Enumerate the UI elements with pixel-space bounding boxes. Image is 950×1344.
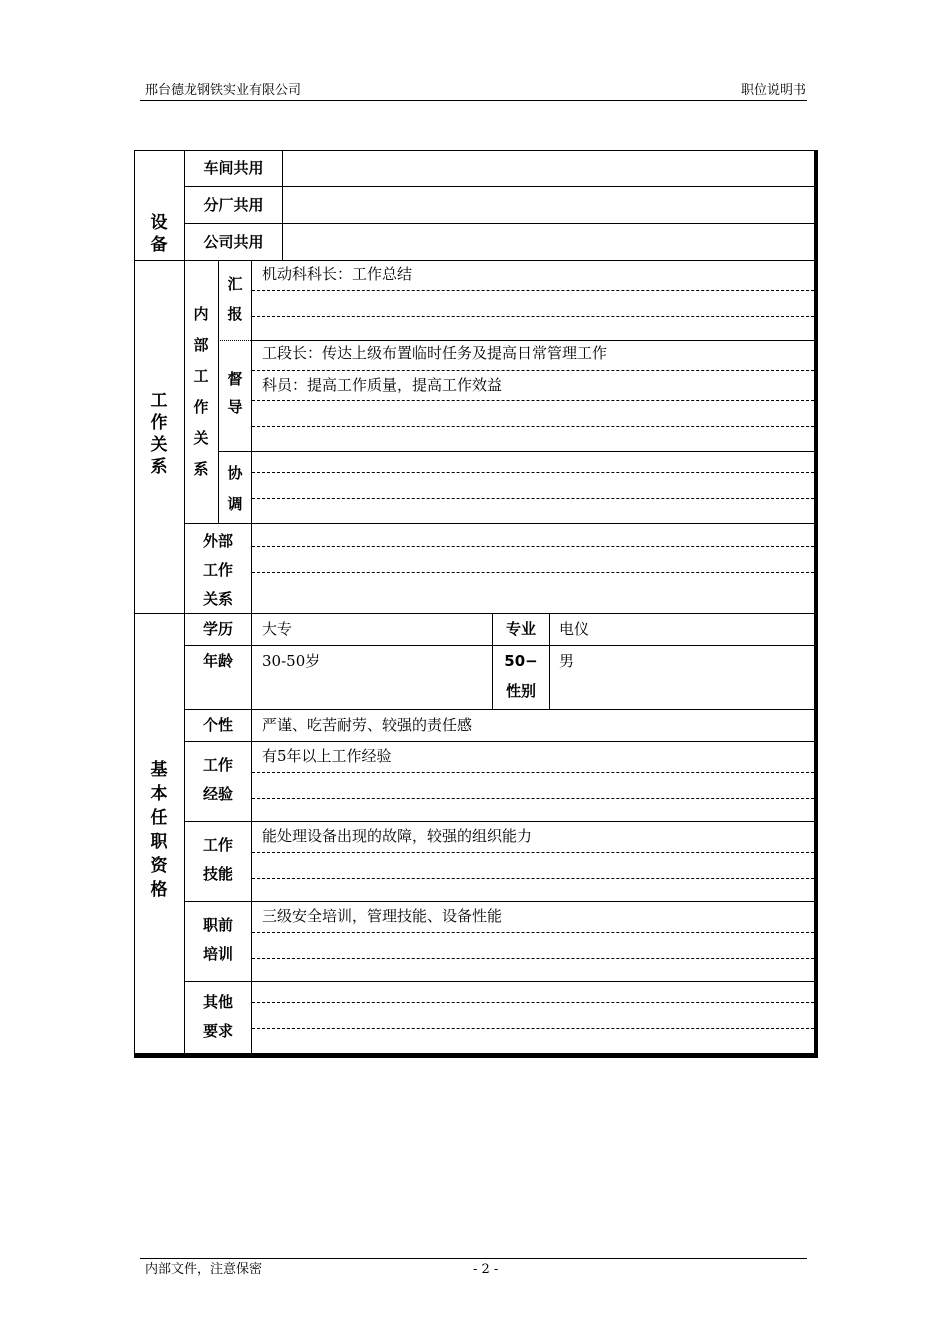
writing-line: [252, 370, 814, 371]
grid-line: [251, 763, 252, 1053]
grid-line: [218, 261, 219, 523]
writing-line: [252, 400, 814, 401]
writing-line: [252, 316, 814, 317]
education-value: 大专: [262, 620, 293, 638]
grid-line: [184, 821, 814, 822]
job-description-table: [134, 150, 814, 1053]
header-rule: [140, 100, 807, 101]
grid-line: [134, 150, 135, 1053]
personality-label: 个性: [202, 716, 233, 734]
experience-label: 工作经验: [202, 756, 233, 803]
writing-line: [252, 1002, 814, 1003]
grid-line: [218, 451, 814, 452]
grid-line: [134, 260, 814, 261]
grid-line: [282, 150, 283, 260]
writing-line: [252, 572, 814, 573]
grid-line: [549, 613, 550, 709]
equipment-workshop-label: 车间共用: [203, 159, 264, 177]
gender-label: 性别: [505, 682, 536, 700]
writing-line: [252, 932, 814, 933]
education-label: 学历: [202, 620, 233, 638]
writing-line: [252, 958, 814, 959]
training-value: 三级安全培训，管理技能、设备性能: [262, 907, 503, 925]
major-value: 电仪: [559, 620, 590, 638]
footer-rule: [140, 1258, 807, 1259]
grid-line: [184, 523, 814, 524]
writing-line: [252, 426, 814, 427]
grid-line: [184, 981, 814, 982]
supervise-line-2: 科员：提高工作质量，提高工作效益: [262, 376, 503, 394]
writing-line: [252, 1028, 814, 1029]
supervise-line-1: 工段长：传达上级布置临时任务及提高日常管理工作: [262, 344, 608, 362]
age-label: 年龄: [202, 652, 233, 670]
table-shadow-right: [814, 150, 818, 1058]
grid-line: [251, 1053, 814, 1054]
personality-value: 严谨、吃苦耐劳、较强的责任感: [262, 716, 473, 734]
grid-line: [184, 901, 814, 902]
grid-line: [251, 261, 252, 763]
header-doc-title: 职位说明书: [740, 83, 806, 98]
equipment-company-label: 公司共用: [203, 233, 264, 251]
gender-value: 男: [559, 652, 575, 670]
major-label: 专业: [505, 620, 536, 638]
equipment-branch-label: 分厂共用: [203, 196, 264, 214]
supervise-label: 督导: [227, 370, 243, 416]
writing-line: [252, 290, 814, 291]
age-value: 30-50岁: [262, 652, 321, 670]
training-label: 职前培训: [202, 916, 233, 963]
grid-line: [184, 150, 185, 1053]
relations-title: 工作关系: [150, 391, 168, 477]
skills-value: 能处理设备出现的故障，较强的组织能力: [262, 827, 533, 845]
grid-line: [134, 150, 814, 151]
experience-value: 有5年以上工作经验: [262, 747, 392, 765]
internal-relations-label: 内部工作关系: [193, 305, 209, 478]
gender-label-top: 50−: [504, 652, 538, 670]
grid-line: [184, 709, 814, 710]
report-label: 汇报: [227, 275, 243, 323]
writing-line: [252, 472, 814, 473]
grid-line: [251, 340, 814, 341]
writing-line: [252, 878, 814, 879]
writing-line: [252, 798, 814, 799]
skills-label: 工作技能: [202, 836, 233, 883]
external-relations-label: 外部工作关系: [202, 532, 233, 608]
equipment-title: 设备: [150, 213, 168, 255]
report-line-1: 机动科科长：工作总结: [262, 265, 413, 283]
grid-line: [184, 741, 814, 742]
grid-line: [184, 223, 814, 224]
qualifications-title: 基本任职资格: [150, 760, 168, 900]
coordinate-label: 协调: [227, 464, 243, 513]
writing-line: [252, 546, 814, 547]
footer-note: 内部文件，注意保密: [145, 1262, 263, 1277]
writing-line: [252, 498, 814, 499]
writing-line: [252, 852, 814, 853]
grid-line: [184, 645, 814, 646]
grid-line-dotted: [220, 340, 251, 341]
grid-line: [184, 186, 814, 187]
other-requirements-label: 其他要求: [202, 993, 233, 1040]
page-number: - 2 -: [473, 1262, 499, 1277]
writing-line: [252, 772, 814, 773]
header-company: 邢台德龙钢铁实业有限公司: [145, 83, 302, 98]
